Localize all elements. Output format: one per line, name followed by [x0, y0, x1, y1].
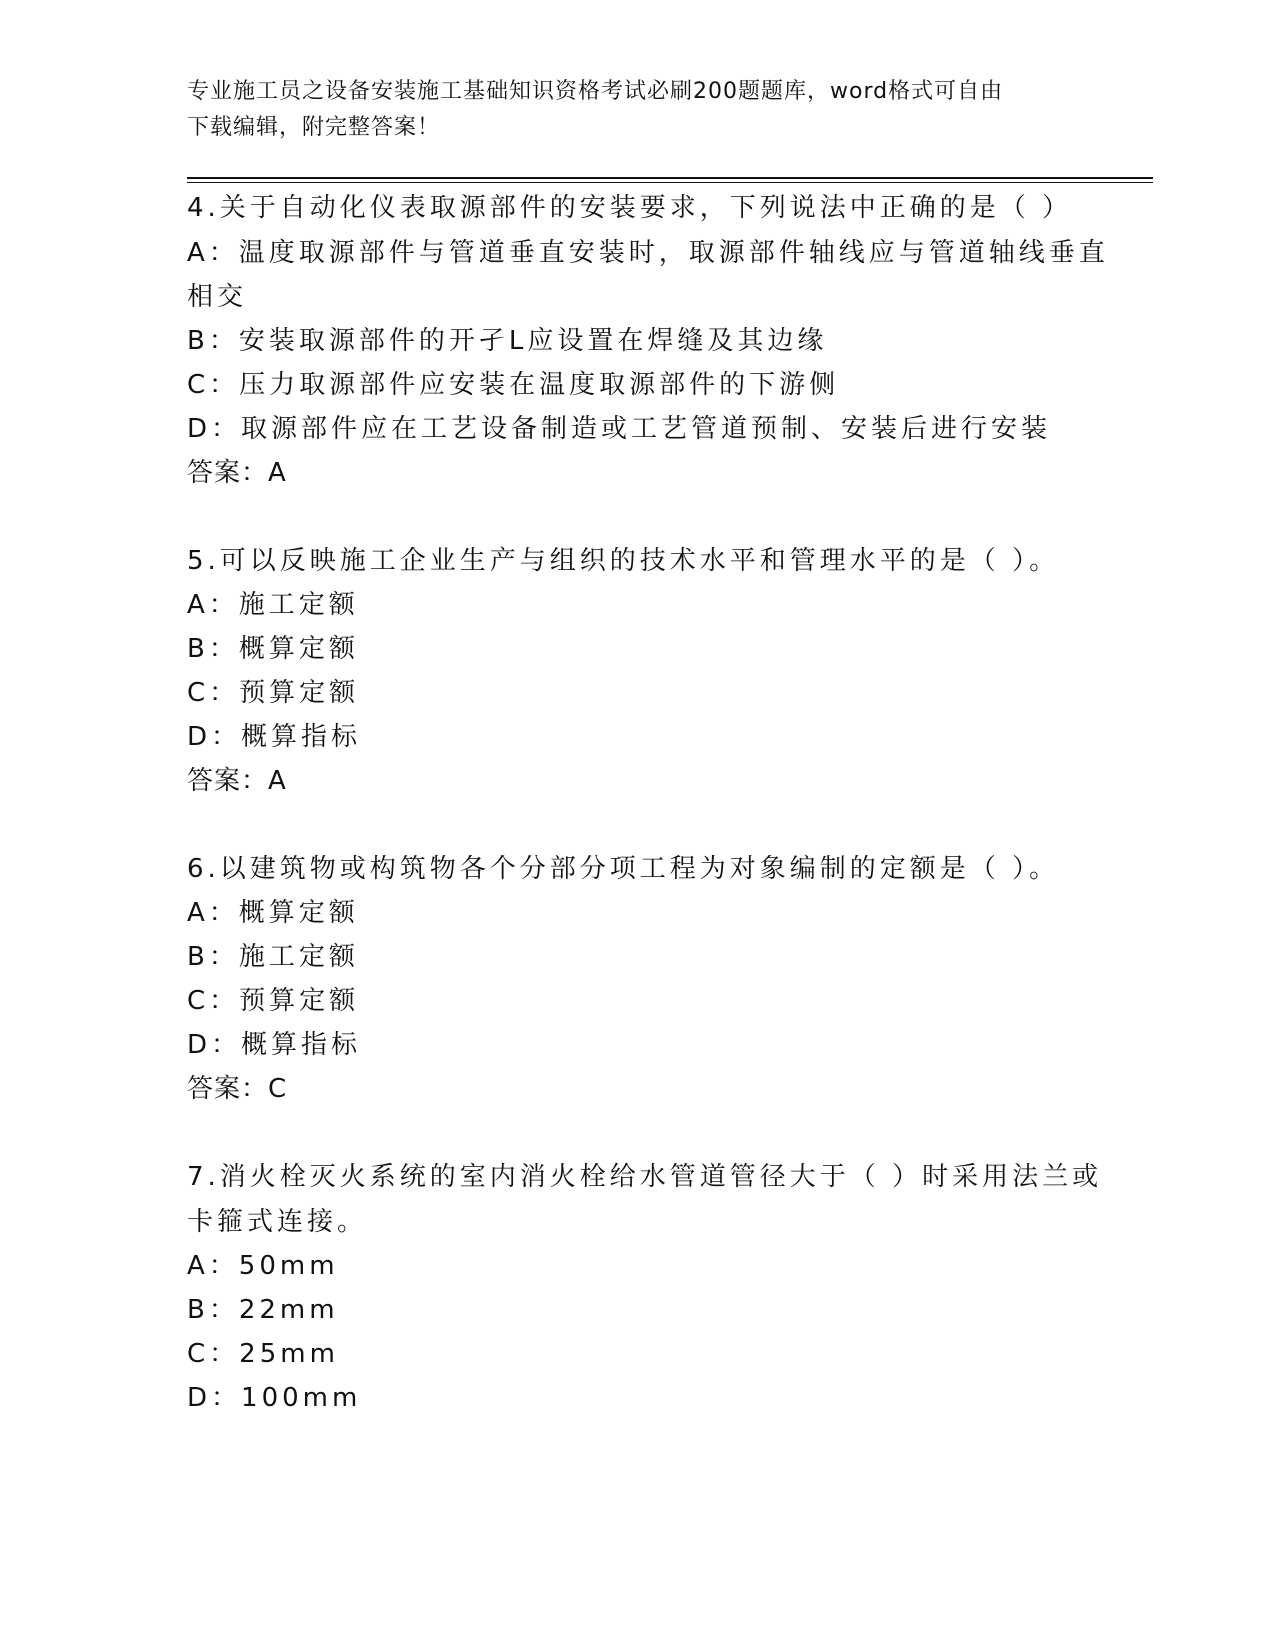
- question-5-answer: 答案：A: [187, 766, 287, 796]
- question-7-stem-line-1: 7.消火栓灭火系统的室内消火栓给水管道管径大于（ ）时采用法兰或: [187, 1162, 1103, 1192]
- question-7-option-c: C：25mm: [187, 1339, 339, 1369]
- header-divider-thin: [187, 182, 1153, 183]
- question-5-option-d: D：概算指标: [187, 722, 362, 752]
- question-6-option-c: C：预算定额: [187, 986, 360, 1016]
- question-4-option-a-line-2: 相交: [187, 282, 248, 312]
- header-title-line-1: 专业施工员之设备安装施工基础知识资格考试必刷200题题库，word格式可自由: [187, 79, 1004, 104]
- question-6-option-a: A：概算定额: [187, 898, 359, 928]
- question-6-stem: 6.以建筑物或构筑物各个分部分项工程为对象编制的定额是（ ）。: [187, 854, 1060, 884]
- question-4-option-a-line-1: A：温度取源部件与管道垂直安装时，取源部件轴线应与管道轴线垂直: [187, 238, 1109, 268]
- question-4-option-b: B：安装取源部件的开孑L应设置在焊缝及其边缘: [187, 326, 828, 356]
- header-divider-thick: [187, 177, 1153, 179]
- question-4-option-c: C：压力取源部件应安装在温度取源部件的下游侧: [187, 370, 840, 400]
- question-5-option-b: B：概算定额: [187, 634, 359, 664]
- question-5-option-c: C：预算定额: [187, 678, 360, 708]
- question-5-option-a: A：施工定额: [187, 590, 359, 620]
- question-6-option-d: D：概算指标: [187, 1030, 362, 1060]
- question-4-stem: 4.关于自动化仪表取源部件的安装要求，下列说法中正确的是（ ）: [187, 193, 1073, 223]
- question-6-answer: 答案：C: [187, 1074, 288, 1104]
- question-4-option-d: D：取源部件应在工艺设备制造或工艺管道预制、安装后进行安装: [187, 414, 1052, 444]
- question-5-stem: 5.可以反映施工企业生产与组织的技术水平和管理水平的是（ ）。: [187, 546, 1060, 576]
- question-7-stem-line-2: 卡箍式连接。: [187, 1207, 368, 1237]
- document-header: [187, 74, 1087, 146]
- header-title-line-2: 下载编辑，附完整答案！: [187, 115, 441, 140]
- question-7-option-a: A：50mm: [187, 1251, 339, 1281]
- question-6-option-b: B：施工定额: [187, 942, 359, 972]
- question-7-option-d: D：100mm: [187, 1383, 362, 1413]
- question-4-answer: 答案：A: [187, 458, 287, 488]
- question-7-option-b: B：22mm: [187, 1295, 339, 1325]
